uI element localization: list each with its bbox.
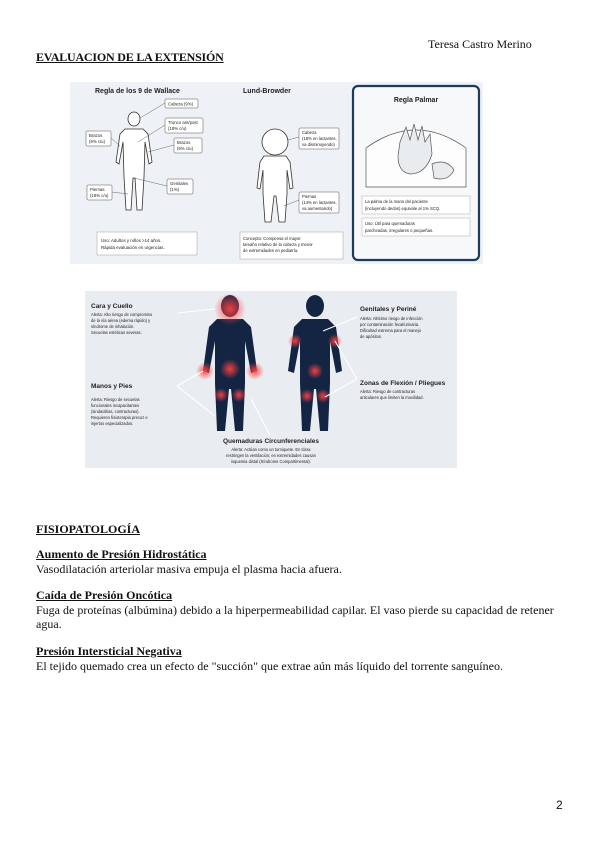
palmar-desc-line-2: (incluyendo dedos) equivale al 1% SCQ. bbox=[365, 206, 441, 211]
manos-line-3: (sindactilias, contracturas). bbox=[91, 409, 140, 414]
manos-line-1: Alerta: Riesgo de secuelas bbox=[91, 397, 140, 402]
wallace-piernas-label-2: (18% c/u) bbox=[90, 193, 109, 198]
zonas-title: Zonas de Flexión / Pliegues bbox=[360, 380, 446, 387]
palmar-desc-line-1: La palma de la mano del paciente bbox=[365, 199, 428, 204]
manos-line-5: injertos especializados. bbox=[91, 421, 134, 426]
hidrostatica-text: Vasodilatación arteriolar masiva empuja el plasma hacia afuera. bbox=[36, 562, 342, 576]
wallace-uso-line-1: Uso: Adultos y niños >14 años. bbox=[101, 238, 162, 243]
circ-line-3: isquemia distal (Síndrome Compartimental). bbox=[231, 459, 311, 464]
genitales-line-1: Alerta: Altísimo riesgo de infección bbox=[360, 316, 423, 321]
lund-cabeza-line-1: Cabeza bbox=[302, 130, 317, 135]
intersticial-heading: Presión Intersticial Negativa bbox=[36, 644, 182, 658]
palmar-title: Regla Palmar bbox=[393, 97, 439, 104]
lund-title: Lund-Browder bbox=[243, 88, 291, 95]
cara-line-1: Alerta: Alto riesgo de compromiso bbox=[91, 312, 153, 317]
lund-concepto-line-3: de extremidades en pediatría. bbox=[243, 248, 299, 253]
wallace-tronco-label-1: Tronco ant/post bbox=[168, 120, 198, 125]
wallace-genitales-label-2: (1%) bbox=[170, 187, 180, 192]
lund-piernas-line-1: Piernas bbox=[302, 194, 317, 199]
wallace-tronco-label-2: (18% c/u) bbox=[168, 126, 187, 131]
genitales-line-4: de apósitos. bbox=[360, 334, 383, 339]
circ-line-1: Alerta: Actúan como un torniquete. En tórax bbox=[231, 447, 311, 452]
cara-line-4: Secuelas estéticas severas. bbox=[91, 330, 142, 335]
cara-line-3: síndrome de inhalación. bbox=[91, 324, 135, 329]
circ-title: Quemaduras Circunferenciales bbox=[222, 438, 320, 445]
cara-line-2: de la vía aérea (edema rápido) y bbox=[91, 318, 151, 323]
oncotica-heading: Caída de Presión Oncótica bbox=[36, 588, 173, 602]
hidrostatica-heading: Aumento de Presión Hidrostática bbox=[36, 547, 207, 561]
special-zones-illustration bbox=[85, 291, 457, 468]
wallace-cabeza-label: Cabeza (9%) bbox=[168, 101, 194, 107]
lund-cabeza-line-3: va disminuyendo) bbox=[302, 142, 335, 147]
wallace-uso-box bbox=[97, 232, 197, 255]
wallace-title: Regla de los 9 de Wallace bbox=[95, 88, 180, 95]
child-body-outline bbox=[257, 129, 293, 222]
wallace-genitales-label-1: Genitales bbox=[170, 181, 189, 186]
section-title: EVALUACION DE LA EXTENSIÓN bbox=[36, 50, 224, 64]
lund-piernas-line-3: va aumentando) bbox=[302, 206, 333, 211]
wallace-piernas-label-1: Piernas bbox=[90, 187, 105, 192]
oncotica-text: Fuga de proteínas (albúmina) debido a la hiperpermeabilidad capilar. El vaso pierde su capacidad de retener agua. bbox=[36, 603, 554, 631]
author-name: Teresa Castro Merino bbox=[428, 37, 532, 51]
intersticial-text: El tejido quemado crea un efecto de "succión" que extrae aún más líquido del torrente sanguíneo. bbox=[36, 659, 503, 673]
manos-line-4: Requieren fisioterapia precoz e bbox=[91, 415, 148, 420]
genitales-line-3: Dificultad extrema para el manejo bbox=[360, 328, 421, 333]
manos-line-2: funcionales incapacitantes bbox=[91, 403, 140, 408]
genitales-line-2: por contaminación fecal/urinaria. bbox=[360, 322, 420, 327]
burn-extent-rules-figure bbox=[70, 82, 483, 264]
special-zones-figure bbox=[85, 291, 457, 468]
fisiopatologia-title: FISIOPATOLOGÍA bbox=[36, 522, 141, 536]
wallace-uso-line-2: Rápida evaluación en urgencias. bbox=[101, 245, 165, 250]
wallace-brazos-right-label-1: Brazos bbox=[177, 140, 191, 145]
manos-title: Manos y Pies bbox=[91, 383, 133, 390]
wallace-brazos-left-label-2: (9% c/u) bbox=[89, 139, 105, 144]
page-number: 2 bbox=[556, 798, 563, 812]
adult-body-outline bbox=[116, 112, 152, 210]
lund-concepto-line-2: tamaño relativo de la cabeza y menor bbox=[243, 242, 313, 247]
circ-line-2: restringen la ventilación; en extremidades causan bbox=[226, 453, 316, 458]
palmar-uso-line-1: Uso: Útil para quemaduras bbox=[365, 221, 415, 226]
wallace-brazos-left-label-1: Brazos bbox=[89, 133, 103, 138]
cara-title: Cara y Cuello bbox=[91, 303, 133, 310]
zonas-line-2: articulares que limiten la movilidad. bbox=[360, 395, 424, 400]
burn-extent-rules-illustration bbox=[70, 82, 483, 264]
zonas-line-1: Alerta: Riesgo de contracturas bbox=[360, 389, 416, 394]
lund-concepto-line-1: Concepto: Compensa el mayor bbox=[243, 236, 301, 241]
genitales-title: Genitales y Periné bbox=[360, 306, 417, 313]
lund-piernas-line-2: (14% en lactantes, bbox=[302, 200, 337, 205]
lund-cabeza-line-2: (18% en lactantes, bbox=[302, 136, 337, 141]
wallace-brazos-right-label-2: (9% c/u) bbox=[177, 146, 193, 151]
palmar-uso-line-2: parcheadas, irregulares o pequeñas. bbox=[365, 228, 434, 233]
